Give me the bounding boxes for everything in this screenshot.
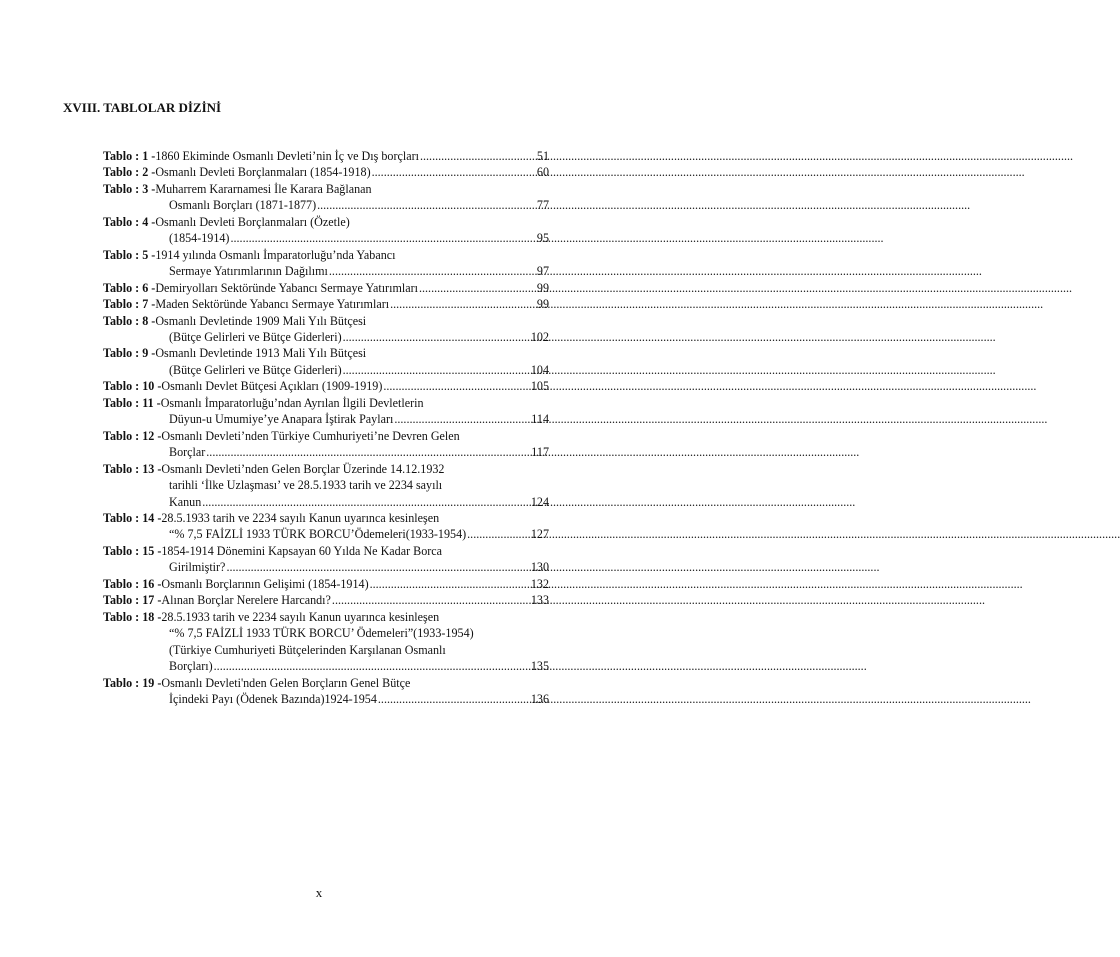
table-title-text: 1914 yılında Osmanlı İmparatorluğu’nda Yabancı xyxy=(155,247,396,262)
table-title-text: Girilmiştir? xyxy=(169,560,226,575)
dot-leader xyxy=(202,494,529,510)
toc-entry-line xyxy=(103,576,549,592)
dot-leader xyxy=(226,559,528,575)
table-title-text: Alınan Borçlar Nerelere Harcandı? xyxy=(161,593,331,608)
table-page-number: 136 xyxy=(530,691,549,706)
table-title-text: Osmanlı Borçlarının Gelişimi (1854-1914) xyxy=(161,576,369,591)
toc-entry[interactable] xyxy=(103,510,549,543)
toc-entry-line xyxy=(103,526,549,542)
table-label: Tablo : 14 - xyxy=(103,510,162,525)
dot-leader xyxy=(206,444,529,460)
table-page-number: 95 xyxy=(536,231,549,246)
toc-entry-line xyxy=(103,494,549,510)
dot-leader xyxy=(230,230,534,246)
table-title-text: Demiryolları Sektöründe Yabancı Sermaye Yatırımları xyxy=(155,280,418,295)
table-title-text: (Bütçe Gelirleri ve Bütçe Giderleri) xyxy=(169,362,342,377)
table-page-number: 130 xyxy=(530,560,549,575)
toc-entry[interactable] xyxy=(103,675,549,708)
table-label: Tablo : 9 - xyxy=(103,346,156,361)
toc-entry-line xyxy=(103,247,549,263)
table-page-number: 102 xyxy=(530,329,549,344)
toc-entry-line xyxy=(103,378,549,394)
toc-entry-line xyxy=(103,559,549,575)
toc-entry-line xyxy=(103,181,549,197)
table-page-number: 105 xyxy=(530,379,549,394)
toc-entry-line xyxy=(103,461,549,477)
table-label: Tablo : 3 - xyxy=(103,181,156,196)
toc-entry[interactable] xyxy=(103,164,549,180)
toc-entry[interactable] xyxy=(103,247,549,280)
toc-entry-line xyxy=(103,313,549,329)
table-title-text: “% 7,5 FAİZLİ 1933 TÜRK BORCU’Ödemeleri(1933-1954) xyxy=(169,527,467,542)
toc-entry[interactable] xyxy=(103,576,549,592)
table-label: Tablo : 10 - xyxy=(103,379,162,394)
toc-entry-line xyxy=(103,280,549,296)
toc-entry-line xyxy=(103,691,549,707)
dot-leader xyxy=(420,148,535,164)
table-page-number: 99 xyxy=(536,297,549,312)
toc-entry-line xyxy=(103,296,549,312)
table-title-text: Osmanlı Devleti’nden Türkiye Cumhuriyeti’ne Devren Gelen xyxy=(161,428,460,443)
toc-entry[interactable] xyxy=(103,280,549,296)
toc-entry-line xyxy=(103,625,549,641)
toc-entry[interactable] xyxy=(103,609,549,675)
dot-leader xyxy=(419,280,535,296)
toc-entry-line xyxy=(103,214,549,230)
toc-entry[interactable] xyxy=(103,345,549,378)
toc-entry-line xyxy=(103,329,549,345)
toc-entry[interactable] xyxy=(103,428,549,461)
table-title-text: İçindeki Payı (Ödenek Bazında)1924-1954 xyxy=(169,691,377,706)
table-page-number: 117 xyxy=(531,445,549,460)
table-title-text: tarihli ‘İlke Uzlaşması’ ve 28.5.1933 tarih ve 2234 sayılı xyxy=(169,478,443,493)
table-of-tables-list xyxy=(103,148,549,707)
table-page-number: 97 xyxy=(536,264,549,279)
table-title-text: Düyun-u Umumiye’ye Anapara İştirak Payları xyxy=(169,412,394,427)
page-number: x xyxy=(315,885,323,900)
dot-leader xyxy=(467,526,529,542)
table-label: Tablo : 11 - xyxy=(103,395,161,410)
table-label: Tablo : 2 - xyxy=(103,165,156,180)
dot-leader xyxy=(378,691,529,707)
toc-entry-line xyxy=(103,197,549,213)
table-label: Tablo : 12 - xyxy=(103,428,162,443)
table-title-text: “% 7,5 FAİZLİ 1933 TÜRK BORCU’ Ödemeleri”(1933-1954) xyxy=(169,626,474,641)
dot-leader xyxy=(383,378,529,394)
table-page-number: 132 xyxy=(530,576,549,591)
dot-leader xyxy=(214,658,529,674)
table-label: Tablo : 5 - xyxy=(103,247,156,262)
table-page-number: 77 xyxy=(536,198,549,213)
table-title-text: 28.5.1933 tarih ve 2234 sayılı Kanun uyarınca kesinleşen xyxy=(161,510,440,525)
table-label: Tablo : 13 - xyxy=(103,461,162,476)
table-title-text: Osmanlı Devletinde 1909 Mali Yılı Bütçesi xyxy=(155,313,367,328)
table-page-number: 104 xyxy=(530,362,549,377)
toc-entry-line xyxy=(103,642,549,658)
table-title-text: 1854-1914 Dönemini Kapsayan 60 Yılda Ne Kadar Borca xyxy=(161,543,443,558)
toc-entry[interactable] xyxy=(103,181,549,214)
table-title-text: Muharrem Kararnamesi İle Karara Bağlanan xyxy=(155,181,372,196)
table-label: Tablo : 8 - xyxy=(103,313,156,328)
toc-entry-line xyxy=(103,395,549,411)
table-page-number: 127 xyxy=(530,527,549,542)
toc-entry-line xyxy=(103,164,549,180)
table-label: Tablo : 6 - xyxy=(103,280,156,295)
table-title-text: Osmanlı Devleti’nden Gelen Borçlar Üzerinde 14.12.1932 xyxy=(161,461,445,476)
table-title-text: Osmanlı İmparatorluğu’ndan Ayrılan İlgili Devletlerin xyxy=(160,395,424,410)
table-title-text: 28.5.1933 tarih ve 2234 sayılı Kanun uyarınca kesinleşen xyxy=(161,609,440,624)
table-title-text: (1854-1914) xyxy=(169,231,230,246)
toc-entry[interactable] xyxy=(103,378,549,394)
toc-entry-line xyxy=(103,263,549,279)
table-page-number: 133 xyxy=(530,593,549,608)
toc-entry-line xyxy=(103,477,549,493)
dot-leader xyxy=(390,296,535,312)
table-page-number: 124 xyxy=(530,494,549,509)
toc-entry[interactable] xyxy=(103,461,549,510)
toc-entry[interactable] xyxy=(103,395,549,428)
table-page-number: 60 xyxy=(536,165,549,180)
section-heading: XVIII. TABLOLAR DİZİNİ xyxy=(63,100,222,115)
toc-entry-line xyxy=(103,658,549,674)
table-title-text: Osmanlı Devlet Bütçesi Açıkları (1909-1919) xyxy=(161,379,383,394)
toc-entry[interactable] xyxy=(103,543,549,576)
table-title-text: Kanun xyxy=(169,494,202,509)
toc-entry[interactable] xyxy=(103,296,549,312)
table-title-text: Osmanlı Devleti Borçlanmaları (Özetle) xyxy=(155,214,350,229)
table-title-text: Osmanlı Devleti'nden Gelen Borçların Genel Bütçe xyxy=(161,675,411,690)
toc-entry[interactable] xyxy=(103,214,549,247)
toc-entry-line xyxy=(103,148,549,164)
toc-entry-line xyxy=(103,675,549,691)
table-page-number: 51 xyxy=(536,149,549,163)
toc-entry-line xyxy=(103,345,549,361)
table-label: Tablo : 18 - xyxy=(103,609,162,624)
table-label: Tablo : 4 - xyxy=(103,214,156,229)
toc-entry-line xyxy=(103,411,549,427)
table-title-text: Osmanlı Borçları (1871-1877) xyxy=(169,198,317,213)
table-label: Tablo : 19 - xyxy=(103,675,162,690)
table-page-number: 99 xyxy=(536,280,549,295)
toc-entry-line xyxy=(103,609,549,625)
toc-entry[interactable] xyxy=(103,313,549,346)
dot-leader xyxy=(332,592,529,608)
toc-entry[interactable] xyxy=(103,148,549,164)
table-title-text: Osmanlı Devleti Borçlanmaları (1854-1918) xyxy=(155,165,371,180)
table-title-text: 1860 Ekiminde Osmanlı Devleti’nin İç ve Dış borçları xyxy=(155,149,419,163)
table-title-text: Borçlar xyxy=(169,445,206,460)
table-title-text: Borçları) xyxy=(169,659,213,674)
dot-leader xyxy=(329,263,535,279)
toc-entry[interactable] xyxy=(103,592,549,608)
table-page-number: 114 xyxy=(531,412,549,427)
toc-entry-line xyxy=(103,428,549,444)
toc-entry-line xyxy=(103,362,549,378)
toc-entry-line xyxy=(103,230,549,246)
table-title-text: Osmanlı Devletinde 1913 Mali Yılı Bütçesi xyxy=(155,346,367,361)
toc-entry-line xyxy=(103,543,549,559)
dot-leader xyxy=(370,576,529,592)
dot-leader xyxy=(394,411,529,427)
dot-leader xyxy=(372,164,535,180)
dot-leader xyxy=(317,197,535,213)
table-title-text: Sermaye Yatırımlarının Dağılımı xyxy=(169,264,328,279)
table-label: Tablo : 15 - xyxy=(103,543,162,558)
dot-leader xyxy=(343,329,529,345)
table-title-text: (Bütçe Gelirleri ve Bütçe Giderleri) xyxy=(169,329,342,344)
table-label: Tablo : 16 - xyxy=(103,576,162,591)
dot-leader xyxy=(343,362,529,378)
table-title-text: (Türkiye Cumhuriyeti Bütçelerinden Karşılanan Osmanlı xyxy=(169,642,446,657)
toc-entry-line xyxy=(103,592,549,608)
table-label: Tablo : 1 - xyxy=(103,149,156,163)
table-title-text: Maden Sektöründe Yabancı Sermaye Yatırımları xyxy=(155,297,390,312)
table-label: Tablo : 17 - xyxy=(103,593,162,608)
table-page-number: 135 xyxy=(530,659,549,674)
table-label: Tablo : 7 - xyxy=(103,297,156,312)
toc-entry-line xyxy=(103,510,549,526)
toc-entry-line xyxy=(103,444,549,460)
